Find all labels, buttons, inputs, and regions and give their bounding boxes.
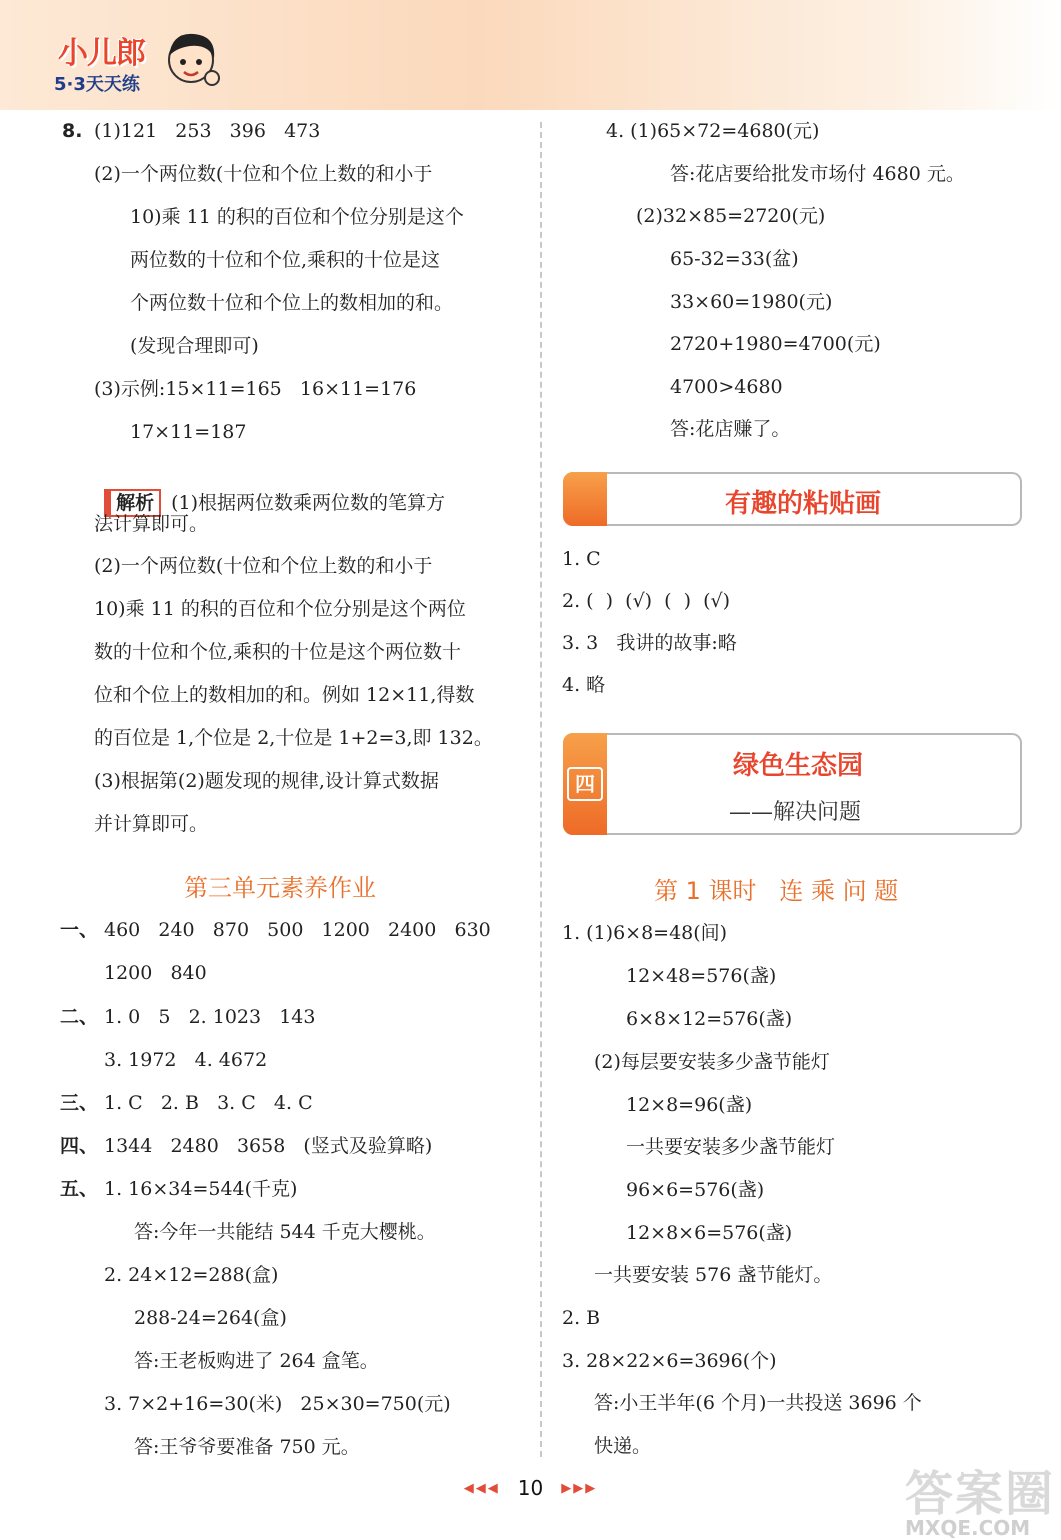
analysis-line: 解析 (1)根据两位数乘两位数的笔算方 (92, 463, 445, 517)
q8-part2-line: 10)乘 11 的积的百位和个位分别是这个 (130, 206, 464, 228)
analysis-line: 10)乘 11 的积的百位和个位分别是这个两位 (94, 598, 466, 620)
fun-section-title: 有趣的粘贴画 (725, 489, 882, 519)
q8-part2-line: 两位数的十位和个位,乘积的十位是这 (130, 249, 441, 271)
q4-line: (2)32×85=2720(元) (636, 205, 826, 227)
section-stripe (563, 733, 607, 835)
fun-item: 3. 3 我讲的故事:略 (562, 632, 737, 654)
lesson1-line: 1. (1)6×8=48(间) (562, 922, 728, 944)
unit3-title: 第三单元素养作业 (184, 874, 376, 902)
analysis-line: (3)根据第(2)题发现的规律,设计算式数据 (94, 770, 439, 792)
q4-line: 4. (1)65×72=4680(元) (606, 120, 820, 142)
unit3-wu-line: 答:王爷爷要准备 750 元。 (134, 1436, 360, 1458)
unit4-header (563, 733, 1022, 835)
q4-line: 答:花店要给批发市场付 4680 元。 (670, 163, 965, 185)
brand-name: 小儿郎 (58, 36, 145, 71)
fun-item: 2. ( ) (√) ( ) (√) (562, 590, 731, 612)
unit3-yi-label: 一、 (60, 919, 99, 941)
unit3-wu-label: 五、 (60, 1178, 99, 1200)
series-name: 5·3天天练 (54, 74, 140, 95)
mascot-icon (160, 26, 222, 92)
lesson1-line: 3. 28×22×6=3696(个) (562, 1350, 777, 1372)
unit3-san-label: 三、 (60, 1092, 99, 1114)
unit3-yi-line: 460 240 870 500 1200 2400 630 (104, 919, 491, 941)
lesson1-line: 答:小王半年(6 个月)一共投送 3696 个 (594, 1392, 922, 1414)
q4-line: 4700>4680 (670, 376, 783, 398)
fun-item: 4. 略 (562, 674, 606, 696)
lesson1-line: 快递。 (594, 1435, 652, 1457)
analysis-line: 法计算即可。 (94, 513, 209, 535)
site-watermark (905, 1455, 1055, 1540)
lesson1-title: 第 1 课时 连 乘 问 题 (654, 877, 899, 905)
unit3-er-line: 1. 0 5 2. 1023 143 (104, 1006, 316, 1028)
unit4-subtitle: ——解决问题 (729, 800, 862, 825)
lesson1-line: (2)每层要安装多少盏节能灯 (594, 1051, 830, 1073)
unit4-title: 绿色生态园 (733, 751, 864, 781)
unit3-wu-line: 1. 16×34=544(千克) (104, 1178, 298, 1200)
q4-line: 33×60=1980(元) (670, 291, 833, 313)
unit3-yi-line: 1200 840 (104, 962, 207, 984)
unit3-wu-line: 答:王老板购进了 264 盒笔。 (134, 1350, 379, 1372)
q8-part3-line: 17×11=187 (130, 421, 247, 443)
q8-part1: (1)121 253 396 473 (94, 120, 321, 142)
unit3-wu-line: 288-24=264(盒) (134, 1307, 287, 1329)
unit3-er-line: 3. 1972 4. 4672 (104, 1049, 268, 1071)
page-footer (0, 1476, 1061, 1500)
q4-line: 2720+1980=4700(元) (670, 333, 881, 355)
lesson1-line: 12×8=96(盏) (626, 1094, 753, 1116)
unit3-si-label: 四、 (60, 1135, 99, 1157)
q8-part2-line: (2)一个两位数(十位和个位上数的和小于 (94, 163, 433, 185)
analysis-line: 并计算即可。 (94, 813, 209, 835)
fun-section-header (563, 472, 1022, 526)
q8-part3-line: (3)示例:15×11=165 16×11=176 (94, 378, 417, 400)
unit3-si-line: 1344 2480 3658 (竖式及验算略) (104, 1135, 433, 1157)
q8-number: 8. (62, 120, 83, 142)
fun-item: 1. C (562, 548, 601, 570)
unit3-wu-line: 3. 7×2+16=30(米) 25×30=750(元) (104, 1393, 451, 1415)
q8-part2-line: (发现合理即可) (130, 335, 259, 357)
unit3-san-line: 1. C 2. B 3. C 4. C (104, 1092, 313, 1114)
next-arrows-icon: ▶▶▶ (561, 1481, 598, 1496)
column-divider (540, 122, 542, 1457)
unit3-wu-line: 2. 24×12=288(盒) (104, 1264, 279, 1286)
unit3-er-label: 二、 (60, 1006, 99, 1028)
brand-logo (52, 26, 222, 106)
lesson1-line: 96×6=576(盏) (626, 1179, 765, 1201)
analysis-line: 数的十位和个位,乘积的十位是这个两位数十 (94, 641, 462, 663)
lesson1-line: 6×8×12=576(盏) (626, 1008, 793, 1030)
lesson1-line: 一共要安装多少盏节能灯 (626, 1136, 836, 1158)
analysis-line: (2)一个两位数(十位和个位上数的和小于 (94, 555, 433, 577)
unit4-badge: 四 (567, 767, 603, 801)
analysis-line: 的百位是 1,个位是 2,十位是 1+2=3,即 132。 (94, 727, 493, 749)
prev-arrows-icon: ◀◀◀ (463, 1481, 500, 1496)
section-stripe (563, 472, 607, 526)
unit3-wu-line: 答:今年一共能结 544 千克大樱桃。 (134, 1221, 436, 1243)
q4-line: 答:花店赚了。 (670, 418, 791, 440)
q4-line: 65-32=33(盆) (670, 248, 799, 270)
q8-part2-line: 个两位数十位和个位上的数相加的和。 (130, 292, 454, 314)
lesson1-line: 12×48=576(盏) (626, 965, 777, 987)
page-number: 10 (517, 1476, 544, 1500)
watermark-url: MXQE.COM (905, 1516, 1031, 1540)
analysis-line: 位和个位上的数相加的和。例如 12×11,得数 (94, 684, 475, 706)
watermark-logo: 答案圈 (905, 1466, 1056, 1522)
lesson1-line: 一共要安装 576 盏节能灯。 (594, 1264, 833, 1286)
lesson1-line: 12×8×6=576(盏) (626, 1222, 793, 1244)
lesson1-line: 2. B (562, 1307, 601, 1329)
analysis-tag: 解析 (104, 489, 161, 517)
